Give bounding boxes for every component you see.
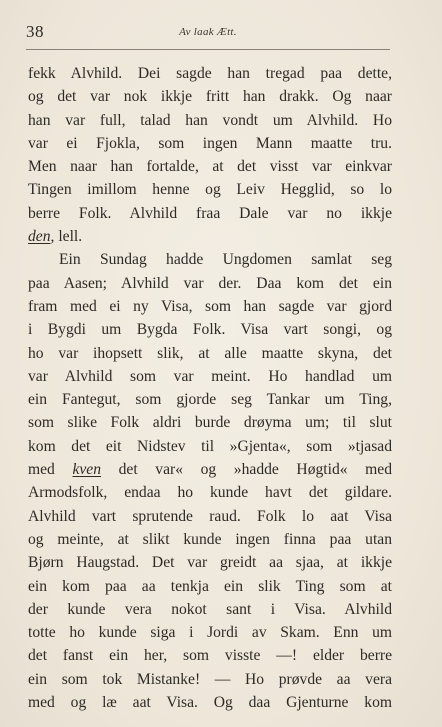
text-line: og meinte, at slikt kunde ingen finna paa utan — [28, 530, 392, 548]
running-title: Av laak Ætt. — [179, 26, 237, 38]
text-line: i Bygdi um Bygda Folk. Visa vart songi, og — [28, 321, 392, 339]
body-text — [28, 62, 392, 714]
text-line: kom det eit Nidstev til »Gjenta«, som »tjasad — [28, 437, 392, 455]
text-line: paa Aasen; Alvhild var der. Daa kom det ein — [28, 274, 392, 292]
text-line: berre Folk. Alvhild fraa Dale var no ikkje — [28, 204, 392, 222]
text-line — [28, 225, 392, 248]
emphasized-word: kven — [72, 461, 102, 479]
text-line: han var full, talad han vondt um Alvhild. Ho — [28, 111, 392, 129]
text-line: der kunde vera nokot sant i Visa. Alvhild — [28, 600, 392, 618]
text-line: Bjørn Haugstad. Det var greidt aa sjaa, at ikkje — [28, 554, 392, 572]
text-line: med og læ aat Visa. Og daa Gjenturne kom — [28, 694, 392, 712]
text-line: var ei Fjokla, som ingen Mann maatte tru. — [28, 134, 392, 152]
text-line: totte ho kunde siga i Jordi av Skam. Enn um — [28, 624, 392, 642]
text-line: Armodsfolk, endaa ho kunde havt det gildare. — [28, 484, 392, 502]
text-line: Men naar han fortalde, at det visst var einkvar — [28, 158, 392, 176]
text-line: ho var ihopsett slik, at alle maatte skyna, det — [28, 344, 392, 362]
header-rule — [26, 49, 390, 50]
text-fragment: med — [28, 461, 55, 479]
page-number: 38 — [26, 22, 44, 41]
text-line: ein som tok Mistanke! — Ho prøvde aa vera — [28, 670, 392, 688]
emphasized-word: den — [28, 228, 51, 246]
text-line — [28, 458, 392, 481]
text-line: var Alvhild som var meint. Ho handlad um — [28, 367, 392, 385]
running-head — [26, 22, 390, 50]
text-line: Alvhild vart sprutende raud. Folk lo aat Visa — [28, 507, 392, 525]
text-line: det fanst ein her, som visste —! elder berre — [28, 647, 392, 665]
text-line: ein kom paa aa tenkja ein slik Ting som at — [28, 577, 392, 595]
text-line: fekk Alvhild. Dei sagde han tregad paa dette, — [28, 65, 392, 82]
paragraph-first-line: Ein Sundag hadde Ungdomen samlat seg — [59, 251, 392, 269]
text-fragment: det var« og »hadde Høgtid« med — [101, 461, 392, 479]
text-line: som slike Folk aldri burde drøyma um; til slut — [28, 414, 392, 432]
text-fragment: , lell. — [50, 228, 83, 246]
text-line: og det var nok ikkje fritt han drakk. Og naar — [28, 88, 392, 106]
text-line: ein Fantegut, som gjorde seg Tankar um Ting, — [28, 391, 392, 409]
text-line: Tingen imillom henne og Leiv Hegglid, so lo — [28, 181, 392, 199]
text-line: fram med ei ny Visa, som han sagde var gjord — [28, 297, 392, 315]
